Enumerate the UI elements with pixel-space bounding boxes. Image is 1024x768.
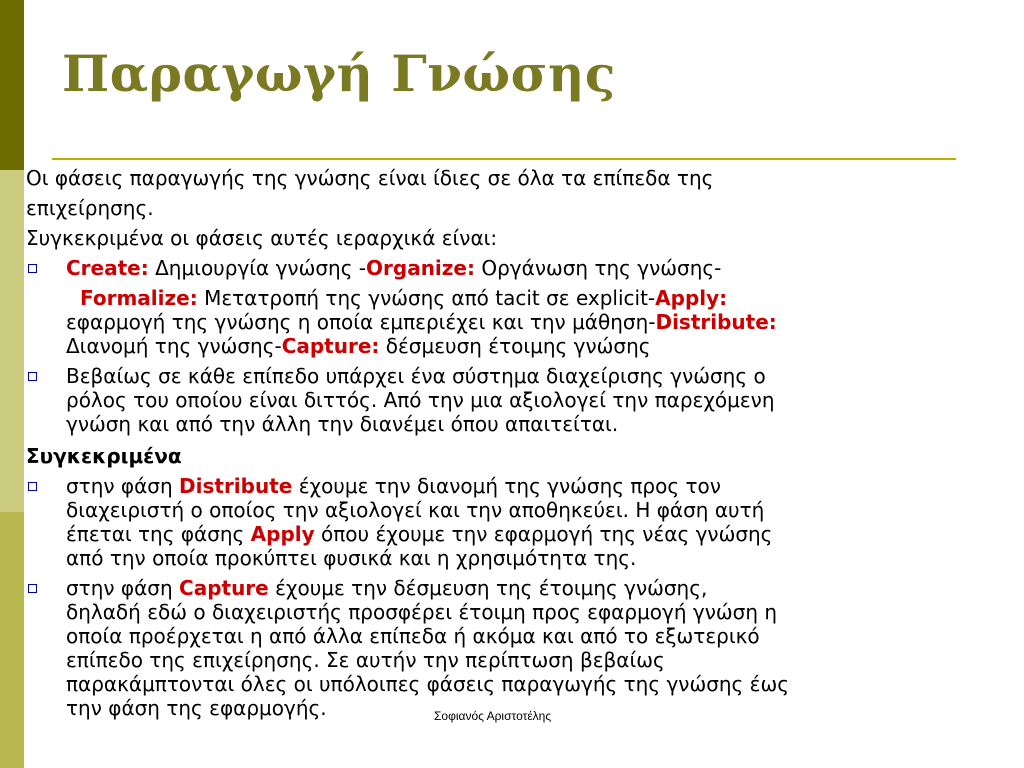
side-bar-light-segment: [0, 170, 24, 512]
keyword-apply: Apply:: [655, 286, 728, 310]
keyword-distribute-inline: Distribute: [179, 474, 293, 498]
text-apply-desc: εφαρμογή της γνώσης η οποία εμπεριέχει και την μάθηση-: [66, 310, 656, 334]
hollow-square-bullet-icon: [28, 482, 37, 491]
keyword-distribute: Distribute:: [655, 310, 777, 334]
text-follows-phase: έπεται της φάσης: [66, 522, 251, 546]
bullet-distribute-line-1: [66, 474, 986, 498]
side-bar-mid-segment: [0, 512, 24, 768]
intro-line-2: επιχείρησης.: [26, 196, 154, 220]
text-formalize-desc: Μετατροπή της γνώσης από tacit σε explicit-: [197, 286, 656, 310]
bullet-capture-line-5: παρακάμπτονται όλες οι υπόλοιπες φάσεις παραγωγής της γνώσης έως: [66, 672, 789, 696]
bullet-capture-line-2: δηλαδή εδώ ο διαχειριστής προσφέρει έτοιμη προς εφαρμογή γνώση η: [66, 600, 778, 624]
text-distribute-rest: έχουμε την διανομή της γνώσης προς τον: [292, 474, 721, 498]
text-distribute-desc: Διανομή της γνώσης-: [66, 334, 282, 358]
bullet-km-line-2: ρόλος του οποίου είναι διττός. Από την μια αξιολογεί την παρεχόμενη: [66, 388, 775, 412]
bullet-phases-line-3: [66, 310, 986, 334]
side-bar-dark-segment: [0, 0, 24, 170]
bullet-phases-line-1: [66, 256, 986, 280]
bullet-capture-line-4: επίπεδο της επιχείρησης. Σε αυτήν την περίπτωση βεβαίως: [66, 648, 665, 672]
text-apply-rest: όπου έχουμε την εφαρμογή της νέας γνώσης: [314, 522, 773, 546]
bullet-km-line-3: γνώση και από την άλλη την διανέμει όπου απαιτείται.: [66, 412, 619, 436]
hollow-square-bullet-icon: [28, 584, 37, 593]
keyword-formalize: Formalize:: [80, 286, 198, 310]
bullet-distribute-line-2: διαχειριστή ο οποίος την αξιολογεί και την αποθηκεύει. Η φάση αυτή: [66, 498, 765, 522]
title-divider: [52, 158, 956, 160]
text-in-phase-2: στην φάση: [66, 576, 180, 600]
decorative-side-bar: [0, 0, 24, 768]
text-create-desc: Δημιουργία γνώσης -: [148, 256, 367, 280]
keyword-create: Create:: [66, 256, 149, 280]
bullet-capture-line-3: οποία προέρχεται η από άλλα επίπεδα ή ακόμα και από το εξωτερικό: [66, 624, 760, 648]
text-in-phase: στην φάση: [66, 474, 180, 498]
keyword-apply-inline: Apply: [250, 522, 315, 546]
bullet-distribute-line-4: από την οποία προκύπτει φυσικά και η χρησιμότητα της.: [66, 546, 637, 570]
slide-body: [26, 166, 986, 720]
bullet-phases-line-4: [66, 334, 986, 358]
bullet-phases: [26, 256, 986, 358]
keyword-capture: Capture:: [281, 334, 380, 358]
slide-title: Παραγωγή Γνώσης: [62, 44, 616, 103]
keyword-capture-inline: Capture: [179, 576, 269, 600]
bullet-capture-line-1: [66, 576, 986, 600]
intro-line-1: Οι φάσεις παραγωγής της γνώσης είναι ίδιες σε όλα τα επίπεδα της: [26, 166, 714, 190]
subheading-specifically: Συγκεκριμένα: [26, 444, 182, 468]
bullet-capture-line-6: την φάση της εφαρμογής.: [66, 696, 327, 720]
bullet-km-line-1: Βεβαίως σε κάθε επίπεδο υπάρχει ένα σύστημα διαχείρισης γνώσης ο: [66, 364, 766, 388]
text-capture-desc: δέσμευση έτοιμης γνώσης: [379, 334, 651, 358]
text-organize-desc: Οργάνωση της γνώσης-: [475, 256, 722, 280]
bullet-capture-phase: [26, 576, 986, 720]
keyword-organize: Organize:: [366, 256, 475, 280]
text-capture-rest: έχουμε την δέσμευση της έτοιμης γνώσης,: [268, 576, 708, 600]
bullet-phases-line-2: [66, 286, 986, 310]
hollow-square-bullet-icon: [28, 264, 37, 273]
bullet-distribute-line-3: [66, 522, 986, 546]
slide-footer-author: Σοφιανός Αριστοτέλης: [434, 709, 552, 723]
bullet-km-system: [26, 364, 986, 436]
hollow-square-bullet-icon: [28, 372, 37, 381]
intro-line-3: Συγκεκριμένα οι φάσεις αυτές ιεραρχικά είναι:: [26, 226, 498, 250]
bullet-distribute-phase: [26, 474, 986, 570]
